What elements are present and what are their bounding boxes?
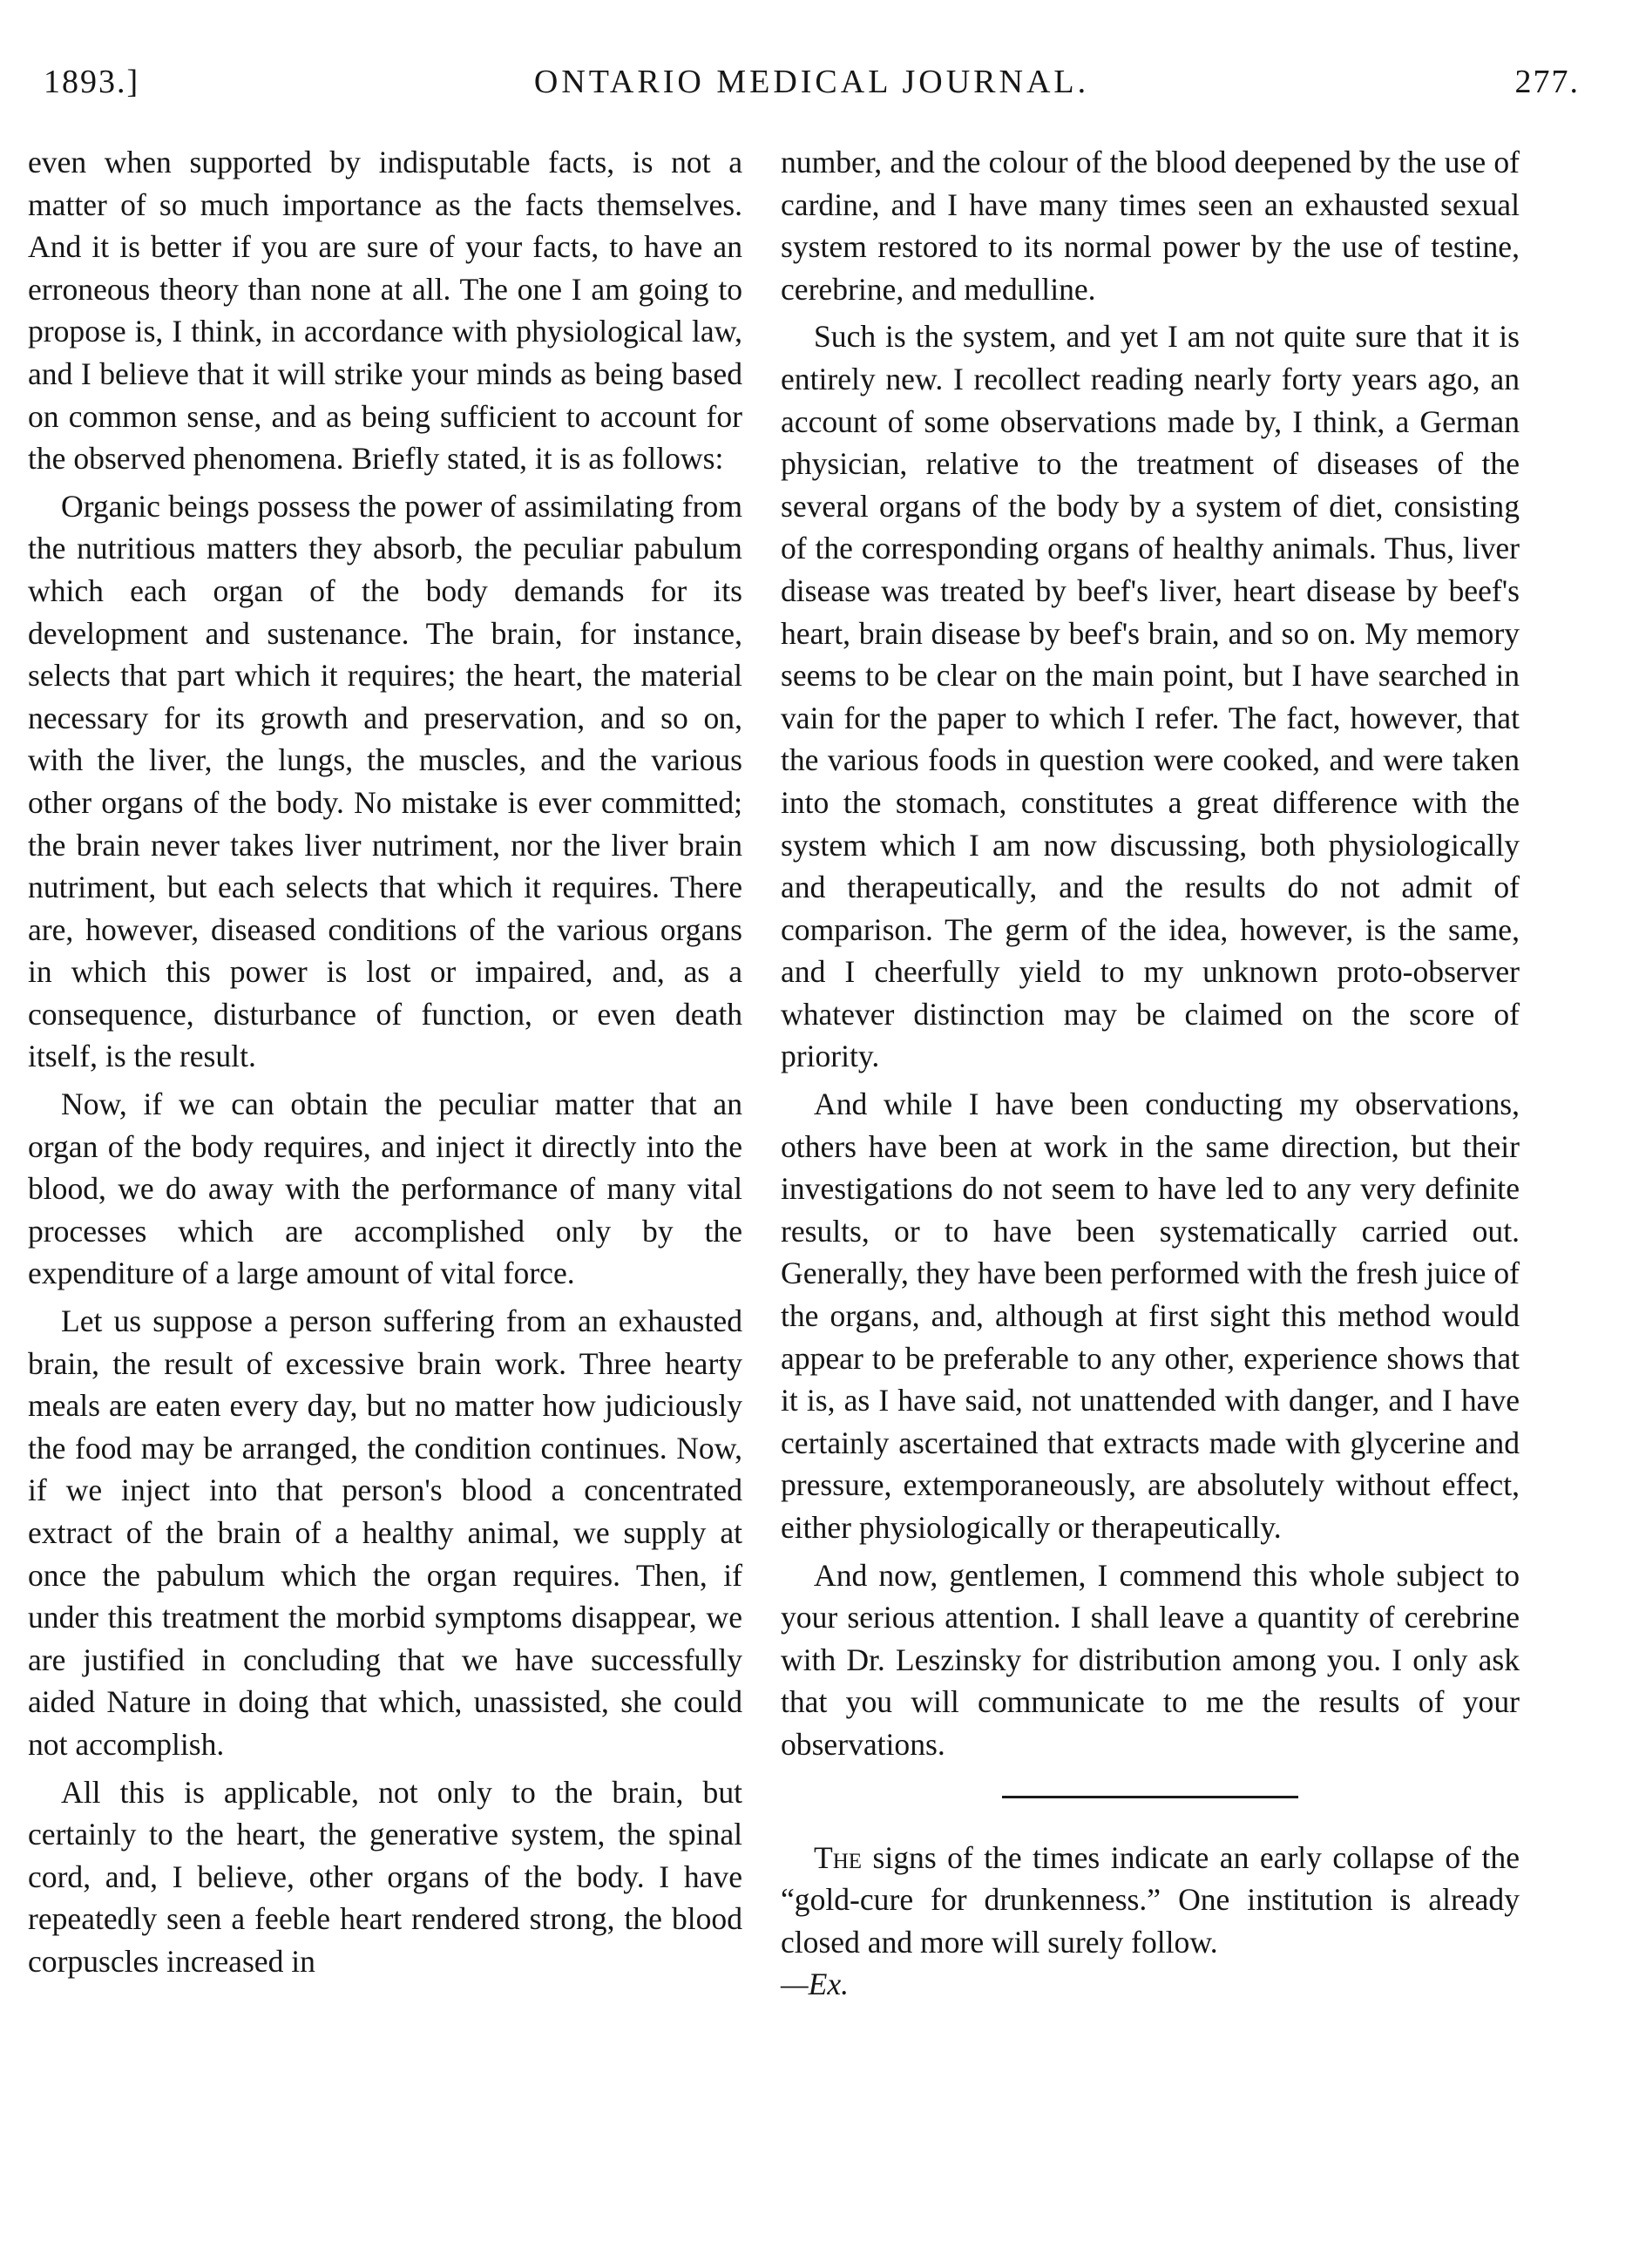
paragraph: number, and the colour of the blood deepened by the use of cardine, and I have many times seen an exhausted sexual system restored to its normal power by the use of testine, cerebrine, and medulline. (781, 145, 1520, 307)
paragraph: even when supported by indisputable facts, is not a matter of so much importance as the facts themselves. And it is better if you are sure of your facts, to have an erroneous theory than none at all. The one I am going to propose is, I think, in accordance with physiological law, and I believe that it will strike your minds as being based on common sense, and as being sufficient to account for the observed phenomena. Briefly stated, it is as follows: (28, 145, 742, 477)
left-column (28, 141, 742, 1988)
right-column (781, 141, 1520, 2011)
paragraph: Such is the system, and yet I am not quite sure that it is entirely new. I recollect reading nearly forty years ago, an account of some observations made by, I think, a German physician, relative to the treatment of diseases of the several organs of the body by a system of diet, consisting of the corresponding organs of healthy animals. Thus, liver disease was treated by beef's liver, heart disease by beef's heart, brain disease by beef's brain, and so on. My memory seems to be clear on the main point, but I have searched in vain for the paper to which I refer. The fact, however, that the various foods in question were cooked, and were taken into the stomach, constitutes a great difference with the system which I am now discussing, both physiologically and therapeutically, and the results do not admit of comparison. The germ of the idea, however, is the same, and I cheerfully yield to my unknown proto-observer whatever distinction may be claimed on the score of priority. (781, 319, 1520, 1074)
section-divider (1002, 1796, 1298, 1798)
note-source: —Ex. (781, 1967, 850, 2002)
paragraph: And now, gentlemen, I commend this whole subject to your serious attention. I shall leave a quantity of cerebrine with Dr. Leszinsky for distribution among you. I only ask that you will communicate to me the results of your observations. (781, 1557, 1520, 1762)
running-header (44, 63, 1580, 124)
news-note (781, 1837, 1520, 2006)
journal-title: ONTARIO MEDICAL JOURNAL. (533, 64, 1090, 100)
paragraph: And while I have been conducting my observations, others have been at work in the same direction, but their investigations do not seem to have led to any very definite results, or to have been systematically carried out. Generally, they have been performed with the fresh juice of the organs, and, although at first sight this method would appear to be preferable to any other, experience shows that it is, as I have said, not unattended with danger, and I have certainly ascertained that extracts made with glycerine and pressure, extemporaneously, are absolutely without effect, either physiologically or therapeutically. (781, 1087, 1520, 1545)
note-lead-word: The (814, 1839, 863, 1875)
paragraph: Now, if we can obtain the peculiar matter that an organ of the body requires, and inject it directly into the blood, we do away with the performance of many vital processes which are accomplished only by the expenditure of a large amount of vital force. (28, 1087, 742, 1291)
note-text: signs of the times indicate an early collapse of the “gold-cure for drunkenness.” One institution is already closed and more will surely follow. (781, 1839, 1520, 1960)
header-year: 1893.] (44, 64, 140, 100)
paragraph: All this is applicable, not only to the brain, but certainly to the heart, the generative system, the spinal cord, and, I believe, other organs of the body. I have repeatedly seen a feeble heart rendered strong, the blood corpuscles increased in (28, 1774, 742, 1979)
paragraph: Let us suppose a person suffering from an exhausted brain, the result of excessive brain work. Three hearty meals are eaten every day, but no matter how judiciously the food may be arranged, the condition continues. Now, if we inject into that person's blood a concentrated extract of the brain of a healthy animal, we supply at once the pabulum which the organ requires. Then, if under this treatment the morbid symptoms disappear, we are justified in concluding that we have successfully aided Nature in doing that which, unassisted, she could not accomplish. (28, 1303, 742, 1762)
page-number: 277. (1514, 64, 1580, 100)
paragraph: Organic beings possess the power of assimilating from the nutritious matters they absorb, the peculiar pabulum which each organ of the body demands for its development and sustenance. The brain, for instance, selects that part which it requires; the heart, the material necessary for its growth and preservation, and so on, with the liver, the lungs, the muscles, and the various other organs of the body. No mistake is ever committed; the brain never takes liver nutriment, nor the liver brain nutriment, but each selects that which it requires. There are, however, diseased conditions of the various organs in which this power is lost or impaired, and, as a consequence, disturbance of function, or even death itself, is the result. (28, 488, 742, 1074)
